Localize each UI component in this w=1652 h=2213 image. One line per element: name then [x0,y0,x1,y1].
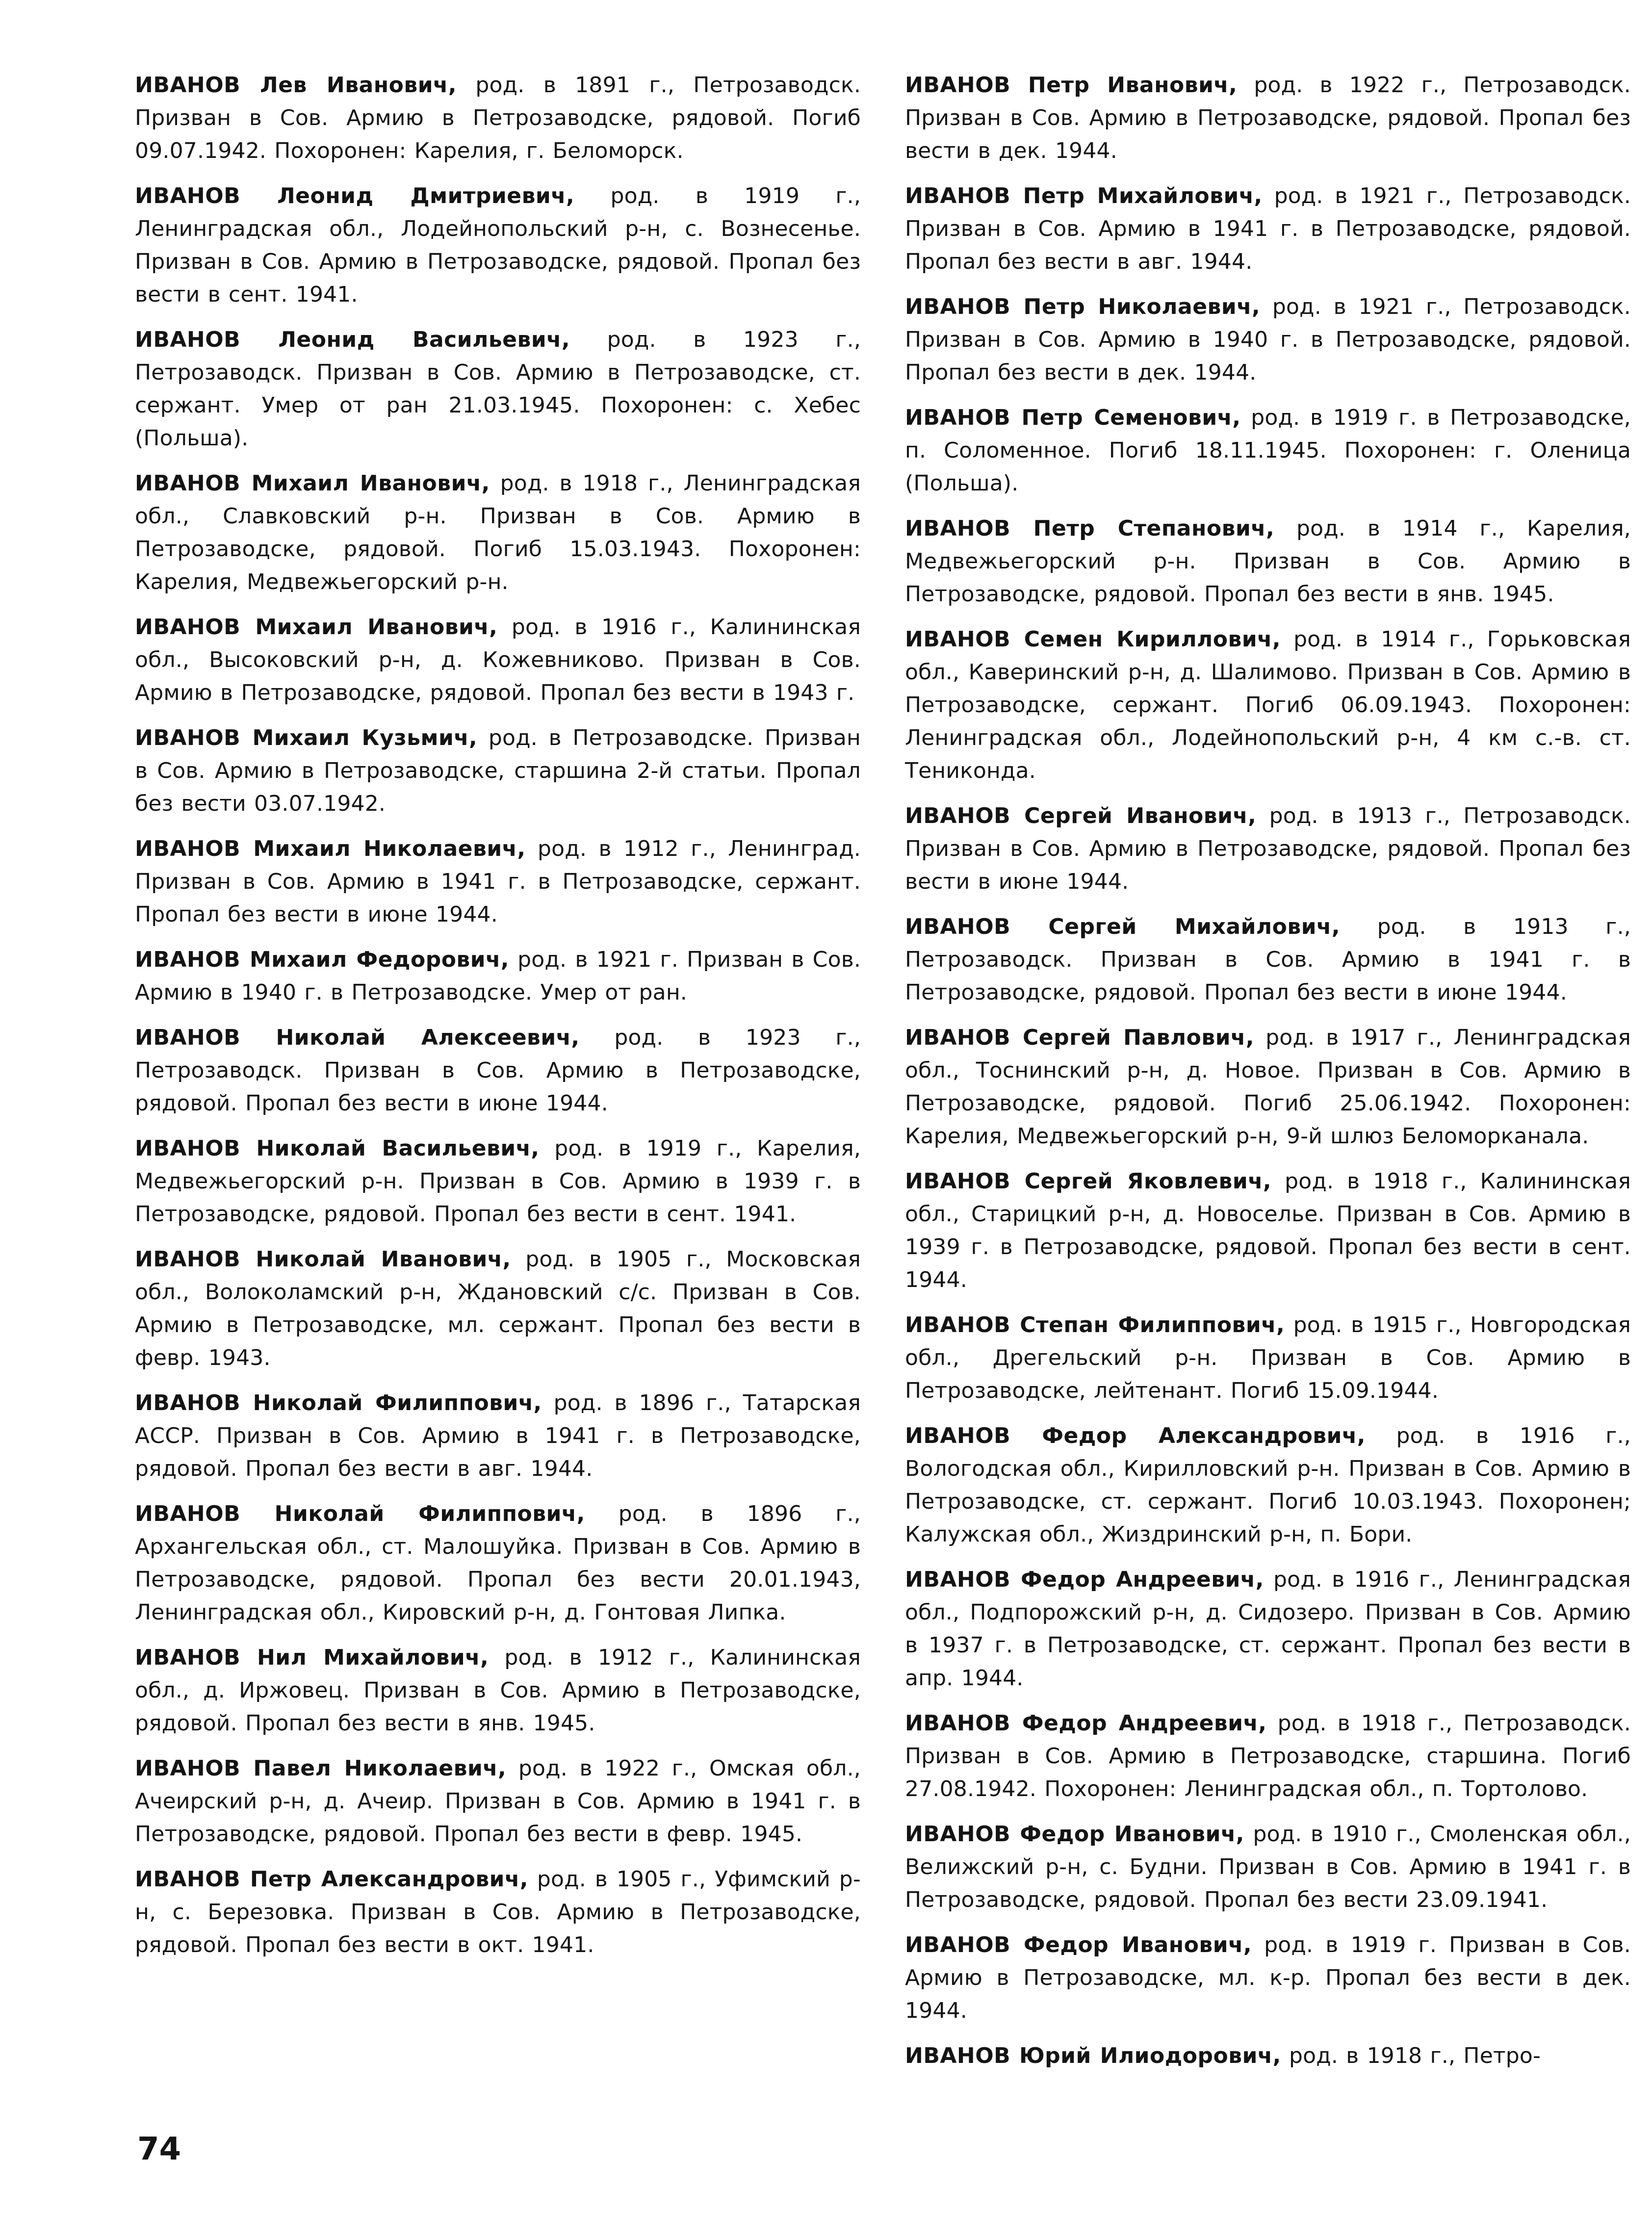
left-column [135,69,861,1974]
entry [135,323,861,455]
entry-text: род. в 1919 г. в Петрозаводске, п. Соломенное. Погиб 18.11.1945. Похоронен: г. Оленица (Польша). [905,405,1631,496]
entry [135,943,861,1009]
entry-text: род. в 1919 г. Призван в Сов. Армию в Петрозаводске, мл. к-р. Пропал без вести в дек. 1944. [905,1932,1631,2023]
entry-text: род. в 1919 г., Ленинградская обл., Лодейнопольский р-н, с. Вознесенье. Призван в Сов. Армию в Петрозаводске, рядовой. Пропал без вести в сент. 1941. [135,183,861,307]
entry-text: род. в 1923 г., Петрозаводск. Призван в Сов. Армию в Петрозаводске, рядовой. Пропал без вести в июне 1944. [135,1025,861,1116]
entry-name: ИВАНОВ Сергей Павлович, [905,1025,1254,1050]
entry-name: ИВАНОВ Николай Васильевич, [135,1136,540,1161]
entry [905,1818,1631,1916]
entry-text: род. в 1923 г., Петрозаводск. Призван в Сов. Армию в Петрозаводске, ст. сержант. Умер от ран 21.03.1945. Похоронен: с. Хебес (Польша). [135,327,861,451]
entry [905,1419,1631,1551]
page-number: 74 [137,2131,181,2167]
entry-name: ИВАНОВ Николай Иванович, [135,1247,511,1272]
entry-text: род. в 1916 г., Вологодская обл., Кирилловский р-н. Призван в Сов. Армию в Петрозаводске, ст. сержант. Погиб 10.03.1943. Похоронен; Калужская обл., Жиздринский р-н, п. Бори. [905,1423,1631,1547]
entry-text: род. в 1896 г., Архангельская обл., ст. Малошуйка. Призван в Сов. Армию в Петрозаводске, рядовой. Пропал без вести 20.01.1943, Ленинградская обл., Кировский р-н, д. Гонтовая Липка. [135,1501,861,1625]
entry [905,623,1631,787]
entry-name: ИВАНОВ Петр Семенович, [905,405,1241,430]
entry-name: ИВАНОВ Сергей Яковлевич, [905,1169,1272,1194]
right-column [905,69,1631,2084]
entry-text: род. в 1896 г., Татарская АССР. Призван в Сов. Армию в 1941 г. в Петрозаводске, рядовой. Пропал без вести в авг. 1944. [135,1390,861,1481]
entry-text: род. в 1913 г., Петрозаводск. Призван в Сов. Армию в Петрозаводске, рядовой. Пропал без вести в июне 1944. [905,803,1631,894]
entry-name: ИВАНОВ Павел Николаевич, [135,1756,507,1781]
entry-name: ИВАНОВ Петр Александрович, [135,1867,528,1892]
entry-name: ИВАНОВ Степан Филиппович, [905,1312,1285,1338]
entry-name: ИВАНОВ Юрий Илиодорович, [905,2043,1281,2068]
entry-text: род. в 1922 г., Петрозаводск. Призван в Сов. Армию в Петрозаводске, рядовой. Пропал без вести в дек. 1944. [905,73,1631,163]
entry-name: ИВАНОВ Николай Алексеевич, [135,1025,580,1050]
entry [135,1497,861,1629]
entry-name: ИВАНОВ Федор Александрович, [905,1423,1366,1448]
entry [905,290,1631,389]
entry [135,180,861,311]
entry-name: ИВАНОВ Сергей Иванович, [905,803,1257,828]
entry-name: ИВАНОВ Михаил Николаевич, [135,836,526,861]
entry-text: род. в 1921 г. Призван в Сов. Армию в 1940 г. в Петрозаводске. Умер от ран. [135,947,861,1005]
entry [135,1387,861,1485]
entry [905,1165,1631,1296]
entry [135,1132,861,1231]
entry-text: род. в 1921 г., Петрозаводск. Призван в Сов. Армию в 1941 г. в Петрозаводске, рядовой. Пропал без вести в авг. 1944. [905,183,1631,274]
entry-name: ИВАНОВ Федор Андреевич, [905,1711,1267,1736]
entry [135,611,861,709]
entry [905,180,1631,278]
entry-text: род. в 1918 г., Ленинградская обл., Славковский р-н. Призван в Сов. Армию в Петрозаводске, рядовой. Погиб 15.03.1943. Похоронен: Карелия, Медвежьегорский р-н. [135,471,861,594]
entry [135,832,861,931]
entry [905,69,1631,167]
entry [905,1707,1631,1805]
entry-name: ИВАНОВ Николай Филиппович, [135,1501,585,1526]
entry [135,1021,861,1120]
entry [135,1641,861,1740]
entry-text: род. в 1914 г., Горьковская обл., Каверинский р-н, д. Шалимово. Призван в Сов. Армию в Петрозаводске, сержант. Погиб 06.09.1943. Похоронен: Ленинградская обл., Лодейнопольский р-н, 4 км с.-в. ст. Тениконда. [905,627,1631,783]
entry-text: род. в 1916 г., Калининская обл., Высоковский р-н, д. Кожевниково. Призван в Сов. Армию в Петрозаводске, рядовой. Пропал без вести в 1943 г. [135,615,861,705]
entry [905,512,1631,611]
entry-text: род. в 1922 г., Омская обл., Ачеирский р-н, д. Ачеир. Призван в Сов. Армию в 1941 г. в Петрозаводске, рядовой. Пропал без вести в февр. 1945. [135,1756,861,1847]
entry [905,1929,1631,2027]
entry [135,1243,861,1374]
entry-text: род. в 1918 г., Калининская обл., Старицкий р-н, д. Новоселье. Призван в Сов. Армию в 1939 г. в Петрозаводске, рядовой. Пропал без вести в сент. 1944. [905,1169,1631,1292]
entry-text: род. в 1917 г., Ленинградская обл., Тоснинский р-н, д. Новое. Призван в Сов. Армию в Петрозаводске, рядовой. Погиб 25.06.1942. Похоронен: Карелия, Медвежьегорский р-н, 9-й шлюз Беломорканала. [905,1025,1631,1149]
entry [135,467,861,598]
entry [905,1021,1631,1153]
entry-text: род. в 1916 г., Ленинградская обл., Подпорожский р-н, д. Сидозеро. Призван в Сов. Армию в 1937 г. в Петрозаводске, ст. сержант. Пропал без вести в апр. 1944. [905,1567,1631,1691]
entry-name: ИВАНОВ Михаил Иванович, [135,471,490,496]
entry-name: ИВАНОВ Петр Николаевич, [905,294,1261,319]
entry-name: ИВАНОВ Леонид Дмитриевич, [135,183,575,208]
entry-name: ИВАНОВ Федор Иванович, [905,1822,1244,1847]
entry-name: ИВАНОВ Николай Филиппович, [135,1390,542,1415]
entry-text: род. в 1905 г., Уфимский р-н, с. Березовка. Призван в Сов. Армию в Петрозаводске, рядовой. Пропал без вести в окт. 1941. [135,1867,861,1957]
entry-name: ИВАНОВ Михаил Кузьмич, [135,725,478,750]
entry [135,721,861,820]
entry-text: род. в 1912 г., Ленинград. Призван в Сов. Армию в 1941 г. в Петрозаводске, сержант. Пропал без вести в июне 1944. [135,836,861,927]
entry-name: ИВАНОВ Лев Иванович, [135,73,457,98]
entry-name: ИВАНОВ Семен Кириллович, [905,627,1281,652]
entry [135,1863,861,1961]
entry [135,1752,861,1851]
entry-name: ИВАНОВ Петр Иванович, [905,73,1238,98]
entry [905,401,1631,500]
entry-text: род. в 1915 г., Новгородская обл., Дрегельский р-н. Призван в Сов. Армию в Петрозаводске, лейтенант. Погиб 15.09.1944. [905,1312,1631,1403]
entry-text: род. в 1910 г., Смоленская обл., Велижский р-н, с. Будни. Призван в Сов. Армию в 1941 г. в Петрозаводске, рядовой. Пропал без вести 23.09.1941. [905,1822,1631,1912]
entry-name: ИВАНОВ Петр Степанович, [905,516,1275,541]
entry-name: ИВАНОВ Михаил Иванович, [135,615,498,640]
entry-text: род. в 1919 г., Карелия, Медвежьегорский р-н. Призван в Сов. Армию в 1939 г. в Петрозаводске, рядовой. Пропал без вести в сент. 1941. [135,1136,861,1227]
entry [905,910,1631,1009]
entry-text: род. в 1912 г., Калининская обл., д. Иржовец. Призван в Сов. Армию в Петрозаводске, рядовой. Пропал без вести в янв. 1945. [135,1645,861,1736]
entry-name: ИВАНОВ Сергей Михайлович, [905,914,1340,939]
entry [905,1309,1631,1407]
entry-text: род. в 1891 г., Петрозаводск. Призван в Сов. Армию в Петрозаводске, рядовой. Погиб 09.07.1942. Похоронен: Карелия, г. Беломорск. [135,73,861,163]
entry-name: ИВАНОВ Леонид Васильевич, [135,327,570,352]
entry [905,1563,1631,1695]
entry-name: ИВАНОВ Петр Михайлович, [905,183,1263,208]
entry-name: ИВАНОВ Нил Михайлович, [135,1645,489,1670]
entry-text: род. в 1918 г., Петро- [1289,2043,1541,2068]
entry-text: род. в 1905 г., Московская обл., Волоколамский р-н, Ждановский с/с. Призван в Сов. Армию в Петрозаводске, мл. сержант. Пропал без вести в февр. 1943. [135,1247,861,1370]
entry [905,799,1631,898]
entry-name: ИВАНОВ Федор Андреевич, [905,1567,1264,1592]
entry [905,2039,1631,2072]
entry-text: род. в 1914 г., Карелия, Медвежьегорский р-н. Призван в Сов. Армию в Петрозаводске, рядовой. Пропал без вести в янв. 1945. [905,516,1631,607]
entry-name: ИВАНОВ Федор Иванович, [905,1932,1252,1957]
entry [135,69,861,167]
entry-text: род. в 1913 г., Петрозаводск. Призван в Сов. Армию в 1941 г. в Петрозаводске, рядовой. Пропал без вести в июне 1944. [905,914,1631,1005]
entry-text: род. в Петрозаводске. Призван в Сов. Армию в Петрозаводске, старшина 2-й статьи. Пропал без вести 03.07.1942. [135,725,861,816]
entry-text: род. в 1921 г., Петрозаводск. Призван в Сов. Армию в 1940 г. в Петрозаводске, рядовой. Пропал без вести в дек. 1944. [905,294,1631,385]
entry-name: ИВАНОВ Михаил Федорович, [135,947,510,972]
entry-text: род. в 1918 г., Петрозаводск. Призван в Сов. Армию в Петрозаводске, старшина. Погиб 27.08.1942. Похоронен: Ленинградская обл., п. Тортолово. [905,1711,1631,1801]
